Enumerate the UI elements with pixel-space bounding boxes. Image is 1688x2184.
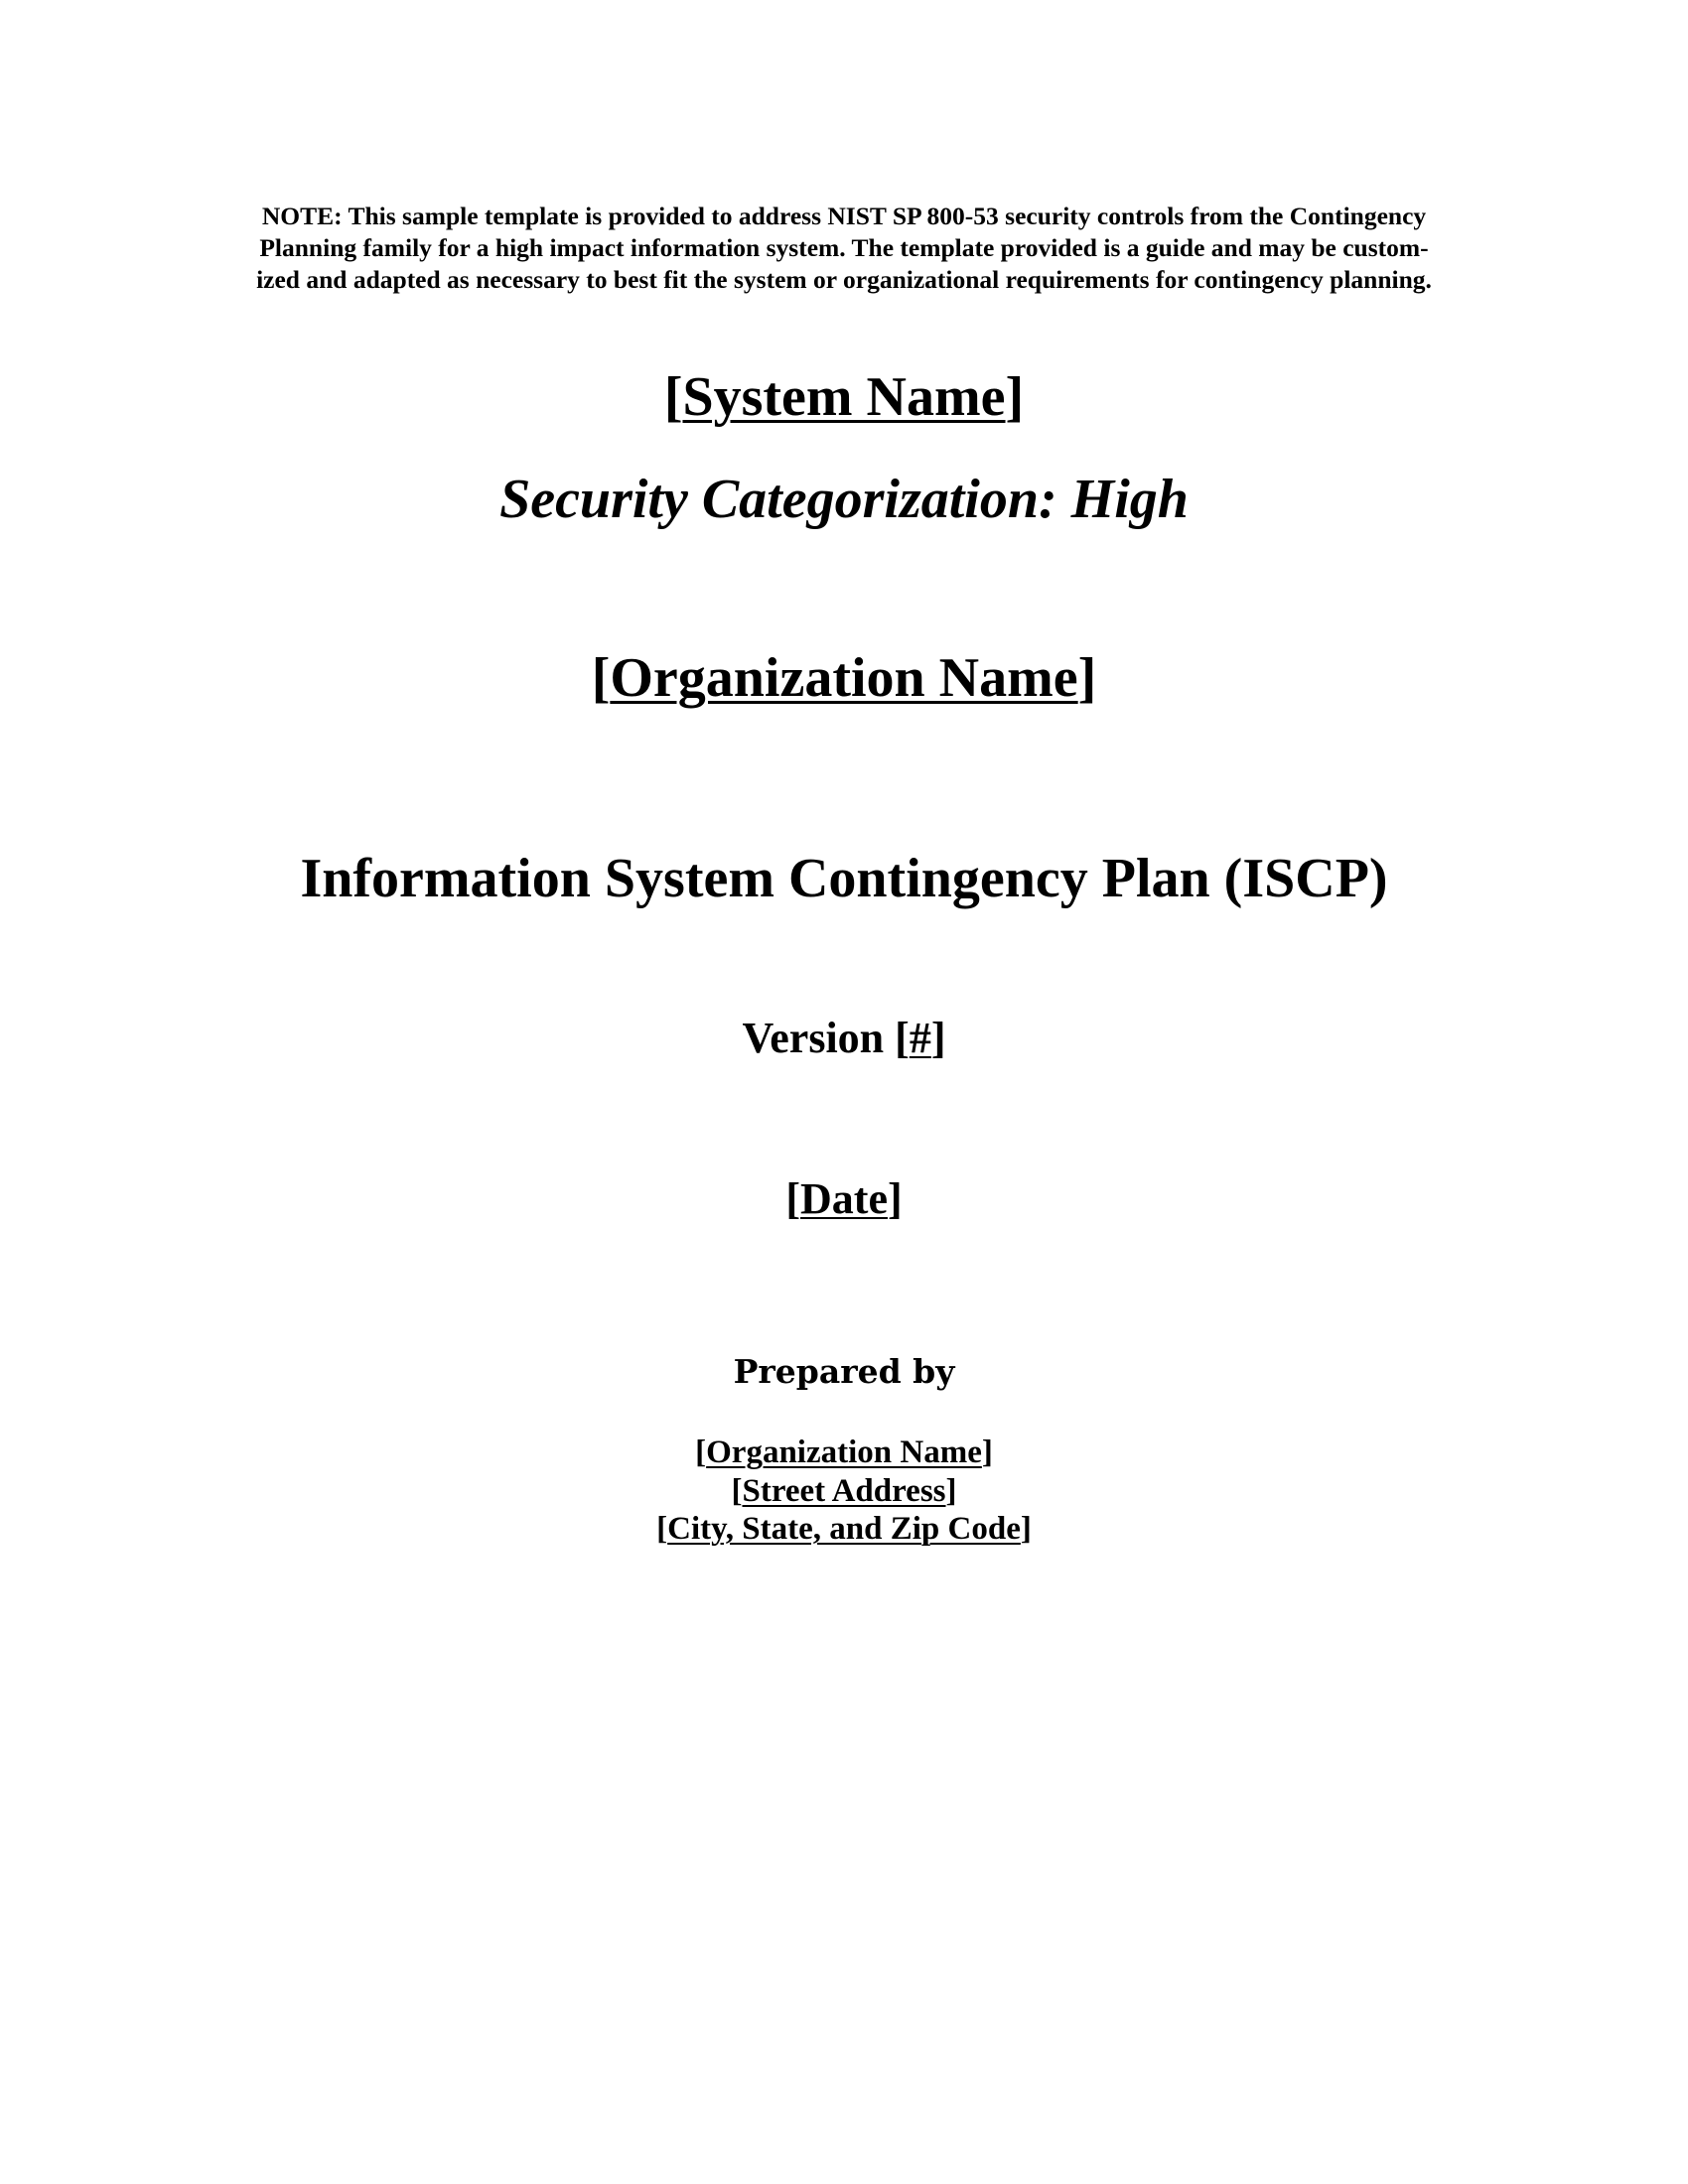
template-note-line-3: ized and adapted as necessary to best fit the system or organizational requirements for contingency planning. — [256, 265, 1432, 294]
security-categorization: Security Categorization: High — [499, 469, 1189, 530]
organization-name-placeholder: Organization Name — [610, 647, 1078, 709]
version-label: Version — [742, 1014, 896, 1062]
version-placeholder: # — [909, 1014, 931, 1062]
organization-name-heading: [Organization Name] — [591, 647, 1097, 709]
system-name-heading: [System Name] — [663, 366, 1025, 428]
date-line: [Date] — [785, 1174, 903, 1223]
template-note-line-2: Planning family for a high impact information system. The template provided is a guide and may be custom- — [259, 233, 1429, 262]
preparer-street-line: [Street Address] — [731, 1472, 957, 1509]
preparer-organization-placeholder: Organization Name — [706, 1434, 982, 1470]
preparer-street-placeholder: Street Address — [742, 1472, 946, 1509]
system-name-placeholder: System Name — [682, 366, 1006, 428]
plan-title: Information System Contingency Plan (ISCP) — [300, 848, 1388, 909]
preparer-address — [0, 1433, 1688, 1549]
version-line: Version [#] — [742, 1014, 946, 1062]
template-note-line-1: NOTE: This sample template is provided to address NIST SP 800-53 security controls from the Contingency — [261, 202, 1427, 230]
prepared-by-label: Prepared by — [733, 1352, 955, 1391]
preparer-organization-line: [Organization Name] — [695, 1434, 993, 1470]
preparer-city-line: [City, State, and Zip Code] — [656, 1511, 1032, 1547]
template-note — [199, 201, 1489, 296]
preparer-city-placeholder: City, State, and Zip Code — [667, 1511, 1021, 1547]
date-placeholder: Date — [800, 1174, 888, 1223]
